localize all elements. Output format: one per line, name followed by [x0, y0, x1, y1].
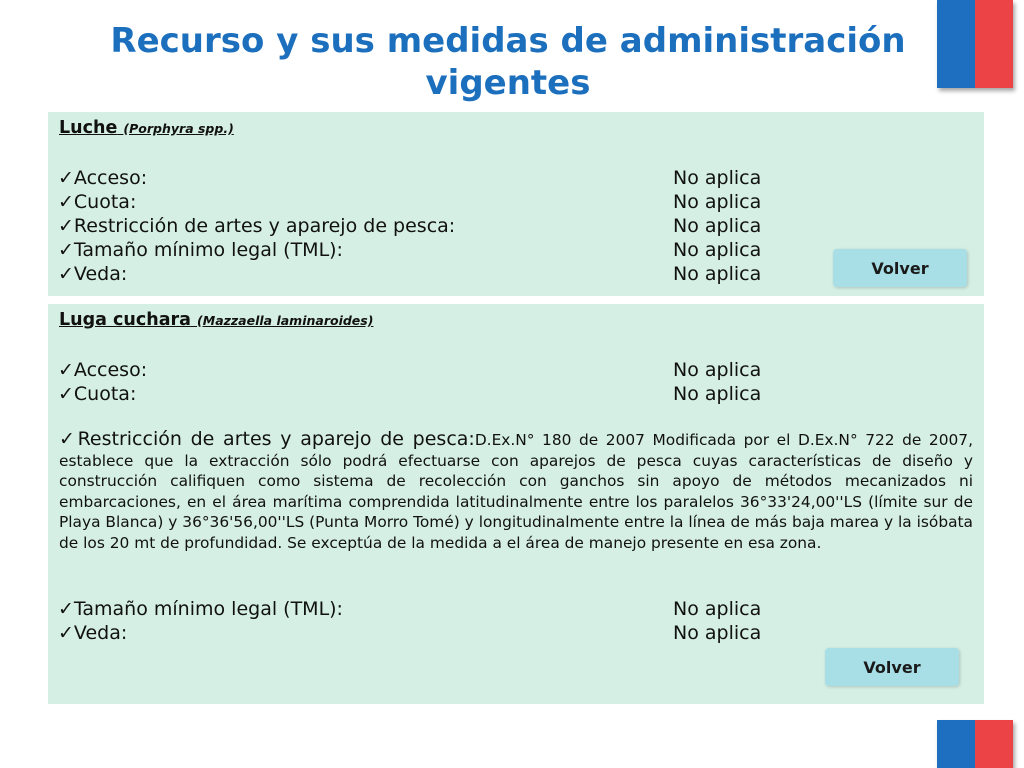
measure-row-veda [58, 262, 762, 286]
flag-red-stripe [975, 720, 1013, 768]
species-scientific-name: (Porphyra spp.) [123, 121, 234, 136]
measure-label: ✓Tamaño mínimo legal (TML): [58, 598, 343, 620]
measure-row-acceso [58, 358, 762, 382]
measure-row-restriccion [58, 214, 762, 238]
measure-label: ✓Veda: [58, 263, 128, 285]
measure-row-tml [58, 597, 762, 621]
measure-row-cuota [58, 382, 762, 406]
measure-row-cuota [58, 190, 762, 214]
species-heading-luche [59, 118, 234, 138]
measure-value: No aplica [673, 239, 762, 261]
restriction-label: ✓Restricción de artes y aparejo de pesca: [59, 428, 475, 450]
volver-button[interactable]: Volver [833, 249, 967, 287]
flag-blue-stripe [937, 720, 975, 768]
flag-red-stripe [975, 0, 1013, 88]
measure-value: No aplica [673, 191, 762, 213]
measure-value: No aplica [673, 598, 762, 620]
species-heading-luga-cuchara [59, 310, 373, 330]
measure-label: ✓Veda: [58, 622, 128, 644]
measure-label: ✓Restricción de artes y aparejo de pesca: [58, 215, 456, 237]
species-name: Luga cuchara [59, 310, 191, 330]
measure-row-acceso [58, 166, 762, 190]
measure-label: ✓Cuota: [58, 191, 137, 213]
species-scientific-name: (Mazzaella laminaroides) [197, 313, 374, 328]
measure-label: ✓Acceso: [58, 359, 148, 381]
volver-button[interactable]: Volver [825, 648, 959, 686]
species-name: Luche [59, 118, 118, 138]
restriction-text: D.Ex.N° 180 de 2007 Modificada por el D.Ex.N° 722 de 2007, establece que la extracción sólo podrá efectuarse con aparejos de pesca cuyas características de diseño y construcción califiquen como sistema de recolección con ganchos sin apoyo de métodos mecanizados ni embarcaciones, en el área marítima comprendida latitudinalmente entre los paralelos 36°33'24,00''LS (límite sur de Playa Blanca) y 36°36'56,00''LS (Punta Morro Tomé) y longitudinalmente entre la línea de más baja marea y la isóbata de los 20 mt de profundidad. Se exceptúa de la medida a el área de manejo presente en esa zona. [59, 431, 973, 552]
measure-value: No aplica [673, 167, 762, 189]
flag-blue-stripe [937, 0, 975, 88]
flag-logo-top [937, 0, 1013, 88]
page-title: Recurso y sus medidas de administración vigentes [110, 21, 906, 103]
measure-value: No aplica [673, 622, 762, 644]
measure-value: No aplica [673, 263, 762, 285]
measure-value: No aplica [673, 359, 762, 381]
measure-label: ✓Acceso: [58, 167, 148, 189]
measure-value: No aplica [673, 383, 762, 405]
measure-row-tml [58, 238, 762, 262]
measure-value: No aplica [673, 215, 762, 237]
measure-label: ✓Cuota: [58, 383, 137, 405]
resource-card-luga-cuchara [48, 304, 984, 704]
measure-row-veda [58, 621, 762, 645]
measure-label: ✓Tamaño mínimo legal (TML): [58, 239, 343, 261]
restriction-paragraph [59, 429, 973, 553]
flag-logo-bottom [937, 720, 1013, 768]
